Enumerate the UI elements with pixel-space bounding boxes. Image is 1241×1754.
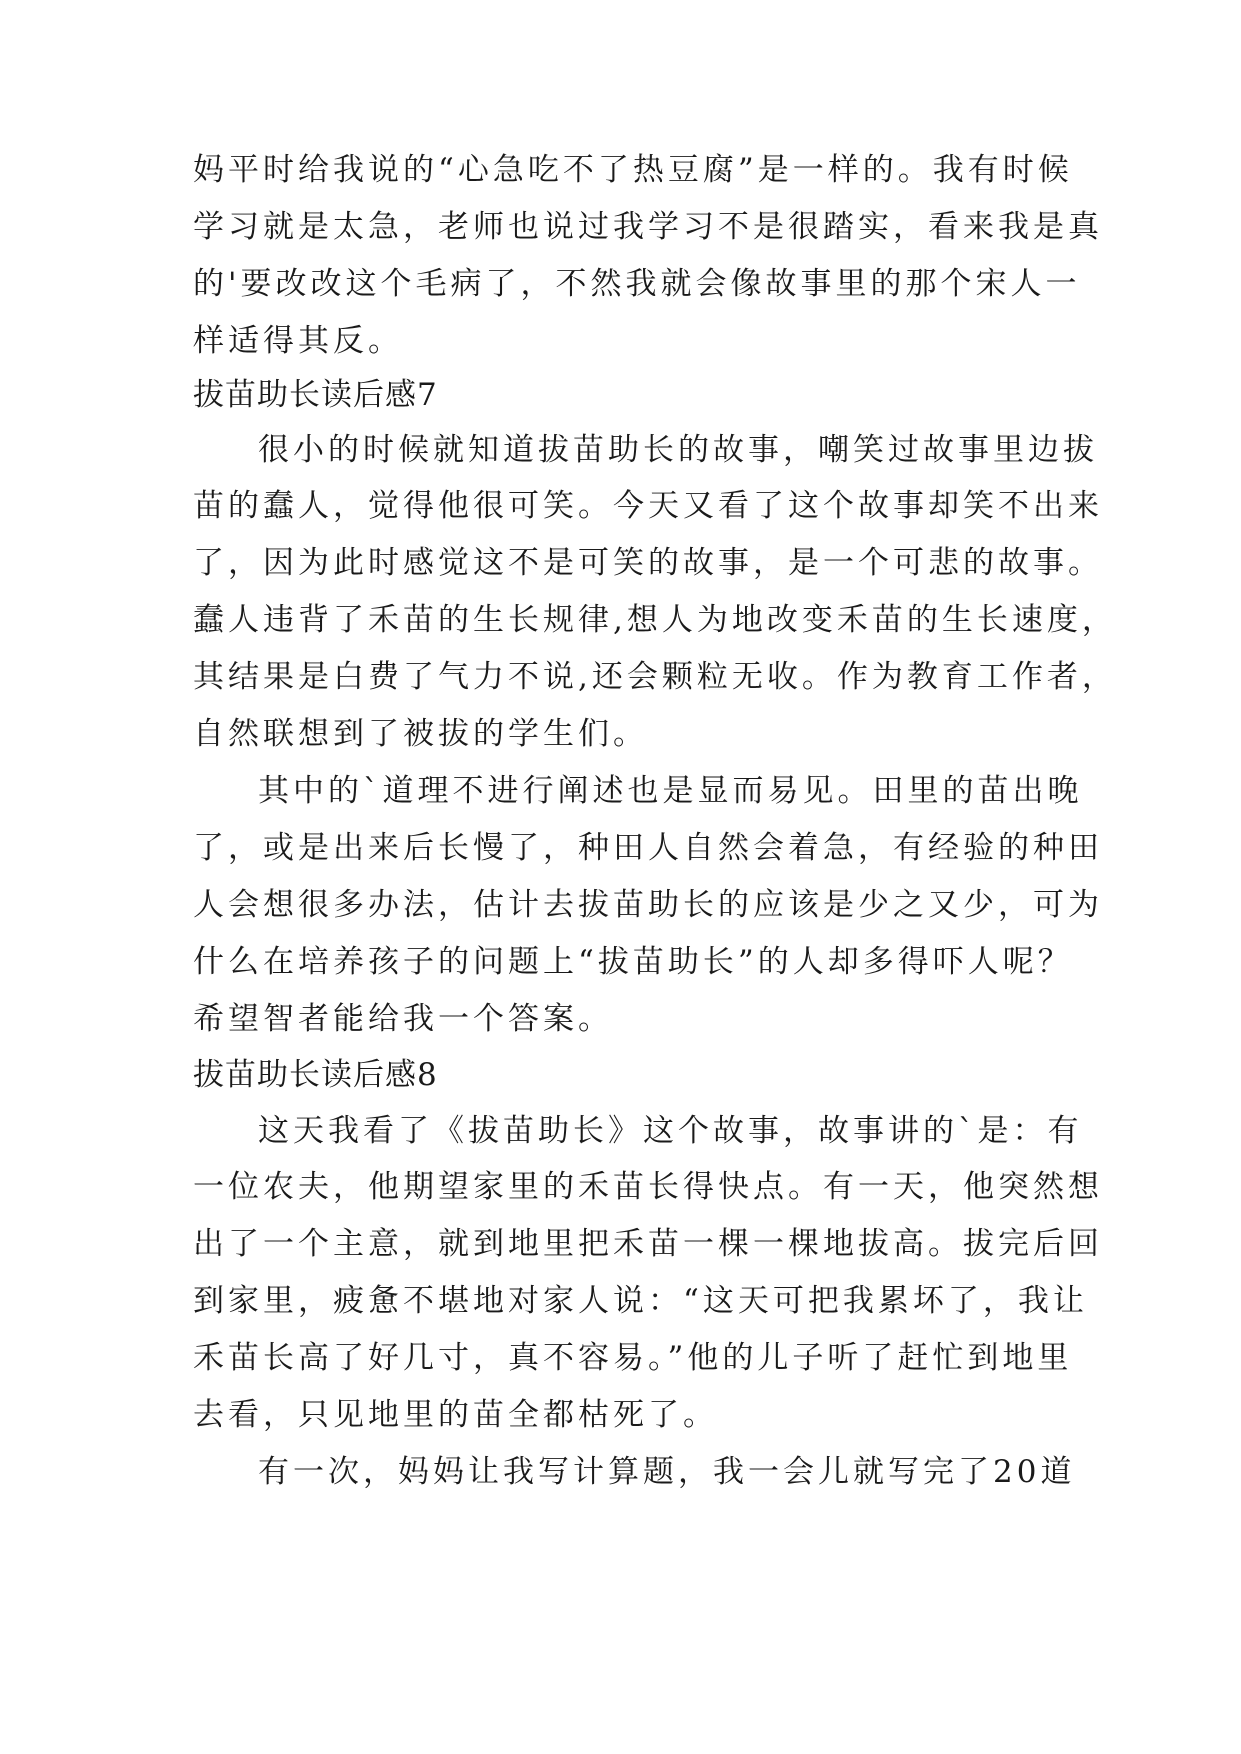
body-text-line: 妈平时给我说的“心急吃不了热豆腐”是一样的。我有时候 — [193, 152, 1073, 188]
section-heading: 拔苗助长读后感7 — [193, 377, 438, 413]
body-text-line: 自然联想到了被拔的学生们。 — [193, 716, 648, 752]
body-text-line: 其中的`道理不进行阐述也是显而易见。田里的苗出晚 — [258, 773, 1083, 809]
body-text-line: 蠢人违背了禾苗的生长规律,想人为地改变禾苗的生长速度， — [193, 602, 1117, 638]
body-text-line: 样适得其反。 — [193, 323, 403, 359]
body-text-line: 希望智者能给我一个答案。 — [193, 1001, 613, 1037]
body-text-line: 的'要改改这个毛病了，不然我就会像故事里的那个宋人一 — [193, 266, 1081, 302]
body-text-line: 到家里，疲惫不堪地对家人说：“这天可把我累坏了，我让 — [193, 1283, 1088, 1319]
body-text-line: 很小的时候就知道拔苗助长的故事，嘲笑过故事里边拔 — [258, 432, 1098, 468]
body-text-line: 人会想很多办法，估计去拔苗助长的应该是少之又少，可为 — [193, 887, 1103, 923]
body-text-line: 出了一个主意，就到地里把禾苗一棵一棵地拔高。拔完后回 — [193, 1226, 1103, 1262]
body-text-line: 这天我看了《拔苗助长》这个故事，故事讲的`是：有 — [258, 1113, 1083, 1149]
body-text-line: 一位农夫，他期望家里的禾苗长得快点。有一天，他突然想 — [193, 1169, 1103, 1205]
section-heading: 拔苗助长读后感8 — [193, 1057, 438, 1093]
body-text-line: 苗的蠢人，觉得他很可笑。今天又看了这个故事却笑不出来 — [193, 488, 1103, 524]
body-text-line: 禾苗长高了好几寸，真不容易。”他的儿子听了赶忙到地里 — [193, 1340, 1073, 1376]
body-text-line: 学习就是太急，老师也说过我学习不是很踏实，看来我是真 — [193, 209, 1103, 245]
body-text-line: 有一次，妈妈让我写计算题，我一会儿就写完了20道 — [258, 1454, 1076, 1490]
body-text-line: 去看，只见地里的苗全都枯死了。 — [193, 1397, 718, 1433]
body-text-line: 了，或是出来后长慢了，种田人自然会着急，有经验的种田 — [193, 830, 1103, 866]
body-text-line: 其结果是白费了气力不说,还会颗粒无收。作为教育工作者， — [193, 659, 1117, 695]
body-text-line: 了，因为此时感觉这不是可笑的故事，是一个可悲的故事。 — [193, 545, 1103, 581]
body-text-line: 什么在培养孩子的问题上“拔苗助长”的人却多得吓人呢？ — [193, 944, 1073, 980]
